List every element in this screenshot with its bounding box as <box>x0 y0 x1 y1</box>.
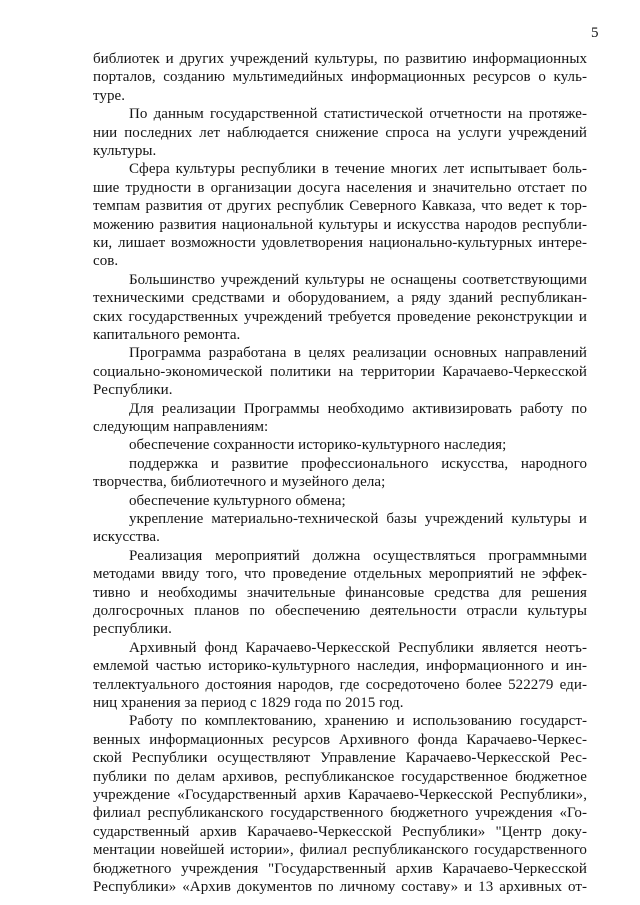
text-line: филиал республиканского государственного бюджетного учреждения «Го- <box>93 805 587 822</box>
text-line: учреждение «Государственный архив Карачаево-Черкесской Республики», <box>93 787 587 803</box>
text-line: ских государственных учреждений требуется проведение реконструкции и <box>93 308 587 325</box>
text-line: емлемой частью историко-культурного наследия, информационного и ин- <box>93 658 587 675</box>
text-line: Большинство учреждений культуры не оснащены соответствующими <box>129 271 587 288</box>
text-line: искусства. <box>93 529 160 546</box>
text-line: сов. <box>93 253 119 270</box>
text-line: техническими средствами и оборудованием, а ряду зданий республикан- <box>93 290 587 307</box>
text-line: тивно и необходимы значительные финансовые средства для решения <box>93 584 587 601</box>
text-line: нии последних лет наблюдается снижение спроса на услуги учреждений <box>93 124 587 141</box>
list-item: поддержка и развитие профессионального искусства, народного <box>129 455 587 472</box>
text-line: долгосрочных планов по обеспечению деятельности отрасли культуры <box>93 603 587 619</box>
text-line: бюджетного учреждения "Государственный архив Карачаево-Черкесской <box>93 860 587 877</box>
text-line: методами ввиду того, что проведение отдельных мероприятий не эффек- <box>93 566 587 583</box>
text-line: Архивный фонд Карачаево-Черкесской Республики является неотъ- <box>129 639 587 656</box>
text-line: ки, лишает возможности удовлетворения национально-культурных интере- <box>93 235 587 251</box>
text-line: можению развития национальной культуры и искусства народов республи- <box>93 216 587 233</box>
text-line: Для реализации Программы необходимо активизировать работу по <box>129 400 587 417</box>
text-line: следующим направлениям: <box>93 419 269 435</box>
text-line: капитального ремонта. <box>93 327 241 343</box>
text-line: публики по делам архивов, республиканское государственное бюджетное <box>93 768 587 785</box>
text-line: ской Республики осуществляют Управление Карачаево-Черкесской Рес- <box>93 750 587 767</box>
text-line: шие трудности в организации досуга населения и значительно отстает по <box>93 179 587 196</box>
text-line: Работу по комплектованию, хранению и использованию государст- <box>129 713 587 730</box>
text-line: темпам развития от других республик Северного Кавказа, что ведет к тор- <box>93 198 587 215</box>
text-line: порталов, созданию мультимедийных информационных ресурсов о куль- <box>93 69 587 86</box>
text-line: ментации новейшей истории», филиал республиканского государственного <box>93 842 587 859</box>
text-line: библиотек и других учреждений культуры, по развитию информационных <box>93 51 587 67</box>
list-item: укрепление материально-технической базы учреждений культуры и <box>129 511 587 527</box>
list-item: обеспечение сохранности историко-культурного наследия; <box>129 437 507 454</box>
text-line: туре. <box>93 87 126 104</box>
text-line: венных информационных ресурсов Архивного фонда Карачаево-Черкес- <box>93 731 587 748</box>
text-line: По данным государственной статистической отчетности на протяже- <box>129 106 587 123</box>
text-line: теллектуального достояния народов, где сосредоточено более 522279 еди- <box>93 676 587 693</box>
text-line: Сфера культуры республики в течение многих лет испытывает боль- <box>129 161 587 178</box>
text-line: Республики. <box>93 382 173 399</box>
list-item: обеспечение культурного обмена; <box>129 492 346 509</box>
text-line: сударственный архив Карачаево-Черкесской Республики» "Центр доку- <box>93 823 587 840</box>
text-line: ниц хранения за период с 1829 года по 2015 год. <box>93 695 404 711</box>
page-number: 5 <box>591 25 599 41</box>
text-line: Реализация мероприятий должна осуществляться программными <box>129 547 587 564</box>
text-line: республики. <box>93 621 172 638</box>
text-line: культуры. <box>93 143 157 159</box>
text-line: социально-экономической политики на территории Карачаево-Черкесской <box>93 363 587 380</box>
text-line: Программа разработана в целях реализации основных направлений <box>129 345 587 362</box>
text-line: творчества, библиотечного и музейного дела; <box>93 474 386 491</box>
text-line: Республики» «Архив документов по личному составу» и 13 архивных от- <box>93 879 587 895</box>
